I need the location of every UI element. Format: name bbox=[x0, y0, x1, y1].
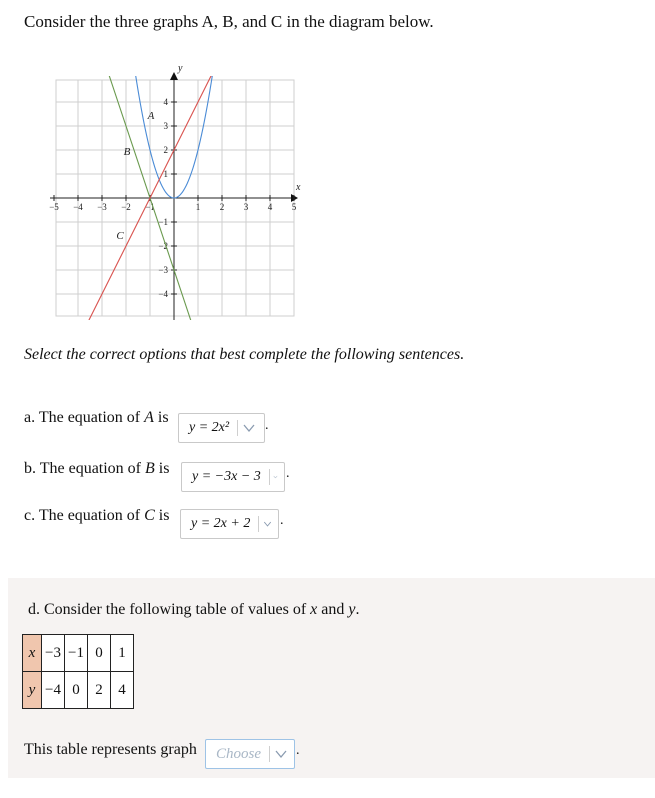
x-tick-label: 5 bbox=[291, 202, 297, 212]
table-row-x bbox=[23, 635, 134, 672]
chevron-down-icon bbox=[273, 470, 278, 484]
part-d-prompt: d. Consider the following table of values of x and y. bbox=[28, 601, 360, 618]
instruction-text: Select the correct options that best complete the following sentences. bbox=[24, 346, 465, 363]
table-cell: −3 bbox=[42, 635, 65, 672]
table-cell: 1 bbox=[111, 635, 134, 672]
table-header-y: y bbox=[23, 672, 42, 709]
question-a: a. The equation of A is bbox=[24, 409, 169, 426]
table-row-y bbox=[23, 672, 134, 709]
x-tick-label: −3 bbox=[97, 202, 107, 212]
y-tick-label: −2 bbox=[158, 241, 168, 251]
graph-choice-placeholder: Choose bbox=[216, 745, 261, 762]
x-axis-label: x bbox=[296, 182, 301, 193]
x-tick-label: −2 bbox=[121, 202, 131, 212]
period: . bbox=[280, 513, 284, 528]
table-header-x: x bbox=[23, 635, 42, 672]
period: . bbox=[296, 743, 300, 758]
answer-c-dropdown[interactable] bbox=[180, 509, 279, 539]
function-graph bbox=[38, 64, 308, 329]
period: . bbox=[265, 418, 269, 433]
table-cell: 0 bbox=[88, 635, 111, 672]
graph-choice-dropdown[interactable] bbox=[205, 739, 295, 769]
table-cell: 2 bbox=[88, 672, 111, 709]
y-tick-label: 4 bbox=[163, 97, 168, 107]
values-table bbox=[22, 634, 134, 709]
table-cell: −1 bbox=[65, 635, 88, 672]
series-a-label: A bbox=[147, 109, 155, 122]
x-tick-label: 3 bbox=[243, 202, 249, 212]
final-sentence: This table represents graph bbox=[24, 741, 197, 758]
x-tick-label: 4 bbox=[267, 202, 273, 212]
y-tick-label: −1 bbox=[158, 217, 168, 227]
series-c-label: C bbox=[116, 229, 124, 242]
y-tick-label: −4 bbox=[158, 289, 168, 299]
table-cell: 4 bbox=[111, 672, 134, 709]
chevron-down-icon bbox=[263, 517, 272, 531]
y-axis-label: y bbox=[178, 64, 183, 74]
answer-a-value: y = 2x² bbox=[189, 420, 230, 435]
y-tick-label: 2 bbox=[163, 145, 168, 155]
answer-c-value: y = 2x + 2 bbox=[191, 516, 251, 531]
chevron-down-icon bbox=[242, 421, 256, 435]
period: . bbox=[286, 466, 290, 481]
table-cell: 0 bbox=[65, 672, 88, 709]
x-tick-label: −4 bbox=[73, 202, 83, 212]
answer-b-dropdown[interactable] bbox=[181, 462, 285, 492]
chevron-down-icon bbox=[274, 747, 288, 761]
answer-b-value: y = −3x − 3 bbox=[192, 469, 261, 484]
y-axis-arrow bbox=[170, 72, 178, 80]
answer-a-dropdown[interactable] bbox=[178, 413, 265, 443]
x-tick-label: 2 bbox=[219, 202, 225, 212]
table-cell: −4 bbox=[42, 672, 65, 709]
series-b-label: B bbox=[123, 145, 131, 158]
intro-text: Consider the three graphs A, B, and C in the diagram below. bbox=[24, 12, 434, 31]
y-tick-label: 3 bbox=[163, 121, 168, 131]
question-b: b. The equation of B is bbox=[24, 460, 170, 477]
x-tick-label: −1 bbox=[145, 202, 155, 212]
x-tick-label: 1 bbox=[195, 202, 201, 212]
question-c: c. The equation of C is bbox=[24, 507, 170, 524]
x-tick-label: −5 bbox=[49, 202, 59, 212]
y-tick-label: 1 bbox=[163, 169, 168, 179]
y-tick-label: −3 bbox=[158, 265, 168, 275]
